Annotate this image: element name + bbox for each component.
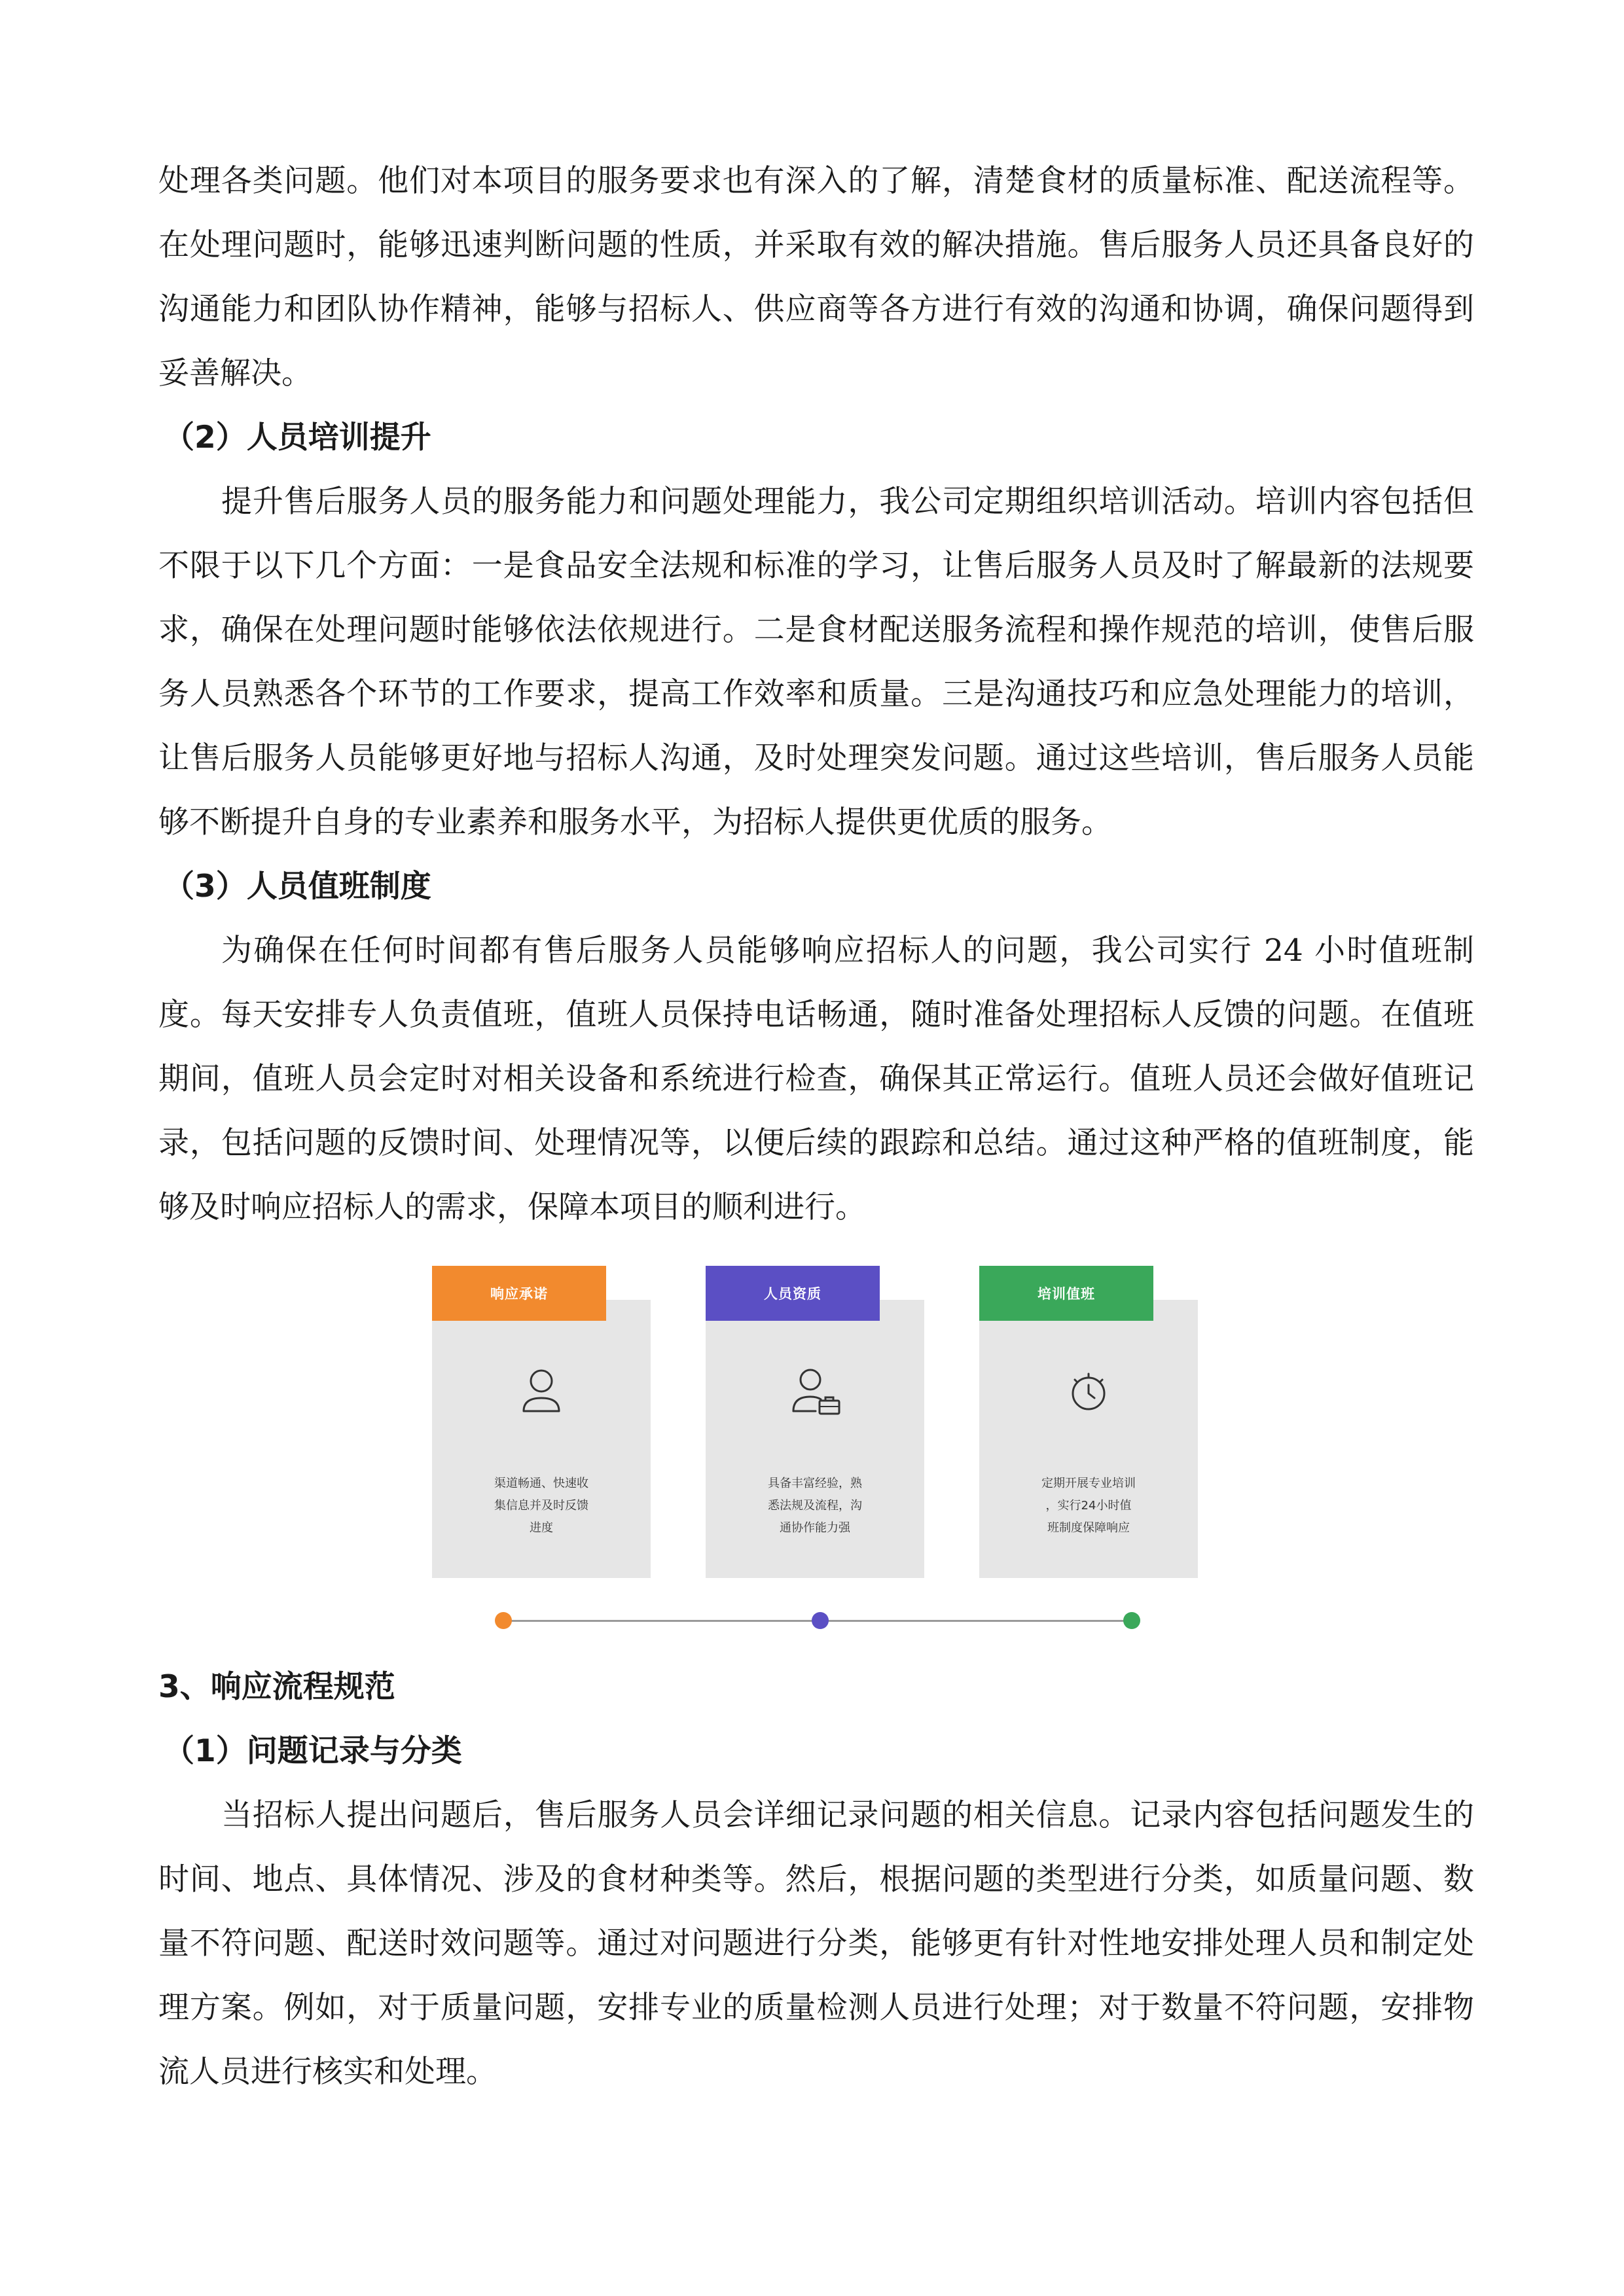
paragraph-staff-training: 提升售后服务人员的服务能力和问题处理能力，我公司定期组织培训活动。培训内容包括但不限于以下几个方面：一是食品安全法规和标准的学习，让售后服务人员及时了解最新的法规要求，确保在处理问题时能够依法依规进行。二是食材配送服务流程和操作规范的培训，使售后服务人员熟悉各个环节的工作要求，提高工作效率和质量。三是沟通技巧和应急处理能力的培训，让售后服务人员能够更好地与招标人沟通，及时处理突发问题。通过这些培训，售后服务人员能够不断提升自身的专业素养和服务水平，为招标人提供更优质的服务。: [158, 484, 1474, 840]
paragraph-issue-recording: 当招标人提出问题后，售后服务人员会详细记录问题的相关信息。记录内容包括问题发生的时间、地点、具体情况、涉及的食材种类等。然后，根据问题的类型进行分类，如质量问题、数量不符问题、配送时效问题等。通过对问题进行分类，能够更有针对性地安排处理人员和制定处理方案。例如，对于质量问题，安排专业的质量检测人员进行处理；对于数量不符问题，安排物流人员进行核实和处理。: [158, 1797, 1474, 2090]
heading-staff-training: （2）人员培训提升: [164, 420, 431, 456]
card-text-response-commitment: 渠道畅通、快速收 集信息并及时反馈 进度: [494, 1477, 588, 1535]
heading-duty-system: （3）人员值班制度: [164, 869, 431, 905]
heading-issue-recording: （1）问题记录与分类: [164, 1733, 462, 1769]
timeline-dot-orange: [495, 1612, 512, 1629]
document-page: [158, 149, 1474, 2104]
paragraph-staff-qualification-cont: 处理各类问题。他们对本项目的服务要求也有深入的了解，清楚食材的质量标准、配送流程等。在处理问题时，能够迅速判断问题的性质，并采取有效的解决措施。售后服务人员还具备良好的沟通能力和团队协作精神，能够与招标人、供应商等各方进行有效的沟通和协调，确保问题得到妥善解决。: [158, 163, 1474, 391]
card-text-training-duty: 定期开展专业培训 ，实行24小时值 班制度保障响应: [1041, 1477, 1136, 1535]
timeline-dot-purple: [812, 1612, 829, 1629]
card-text-staff-qualification: 具备丰富经验，熟 悉法规及流程，沟 通协作能力强: [768, 1477, 862, 1535]
card-tab-response-commitment: 响应承诺: [432, 1266, 606, 1321]
service-infographic: [158, 1266, 1474, 1642]
timeline-dot-green: [1123, 1612, 1140, 1629]
user-briefcase-icon: [785, 1363, 844, 1422]
card-tab-training-duty: 培训值班: [979, 1266, 1153, 1321]
heading-response-process: 3、响应流程规范: [158, 1669, 395, 1705]
clock-icon: [1059, 1363, 1118, 1422]
user-icon: [512, 1363, 571, 1422]
paragraph-duty-system: 为确保在任何时间都有售后服务人员能够响应招标人的问题，我公司实行 24 小时值班制度。每天安排专人负责值班，值班人员保持电话畅通，随时准备处理招标人反馈的问题。在值班期间，值班人员会定时对相关设备和系统进行检查，确保其正常运行。值班人员还会做好值班记录，包括问题的反馈时间、处理情况等，以便后续的跟踪和总结。通过这种严格的值班制度，能够及时响应招标人的需求，保障本项目的顺利进行。: [158, 933, 1474, 1225]
card-tab-staff-qualification: 人员资质: [706, 1266, 880, 1321]
